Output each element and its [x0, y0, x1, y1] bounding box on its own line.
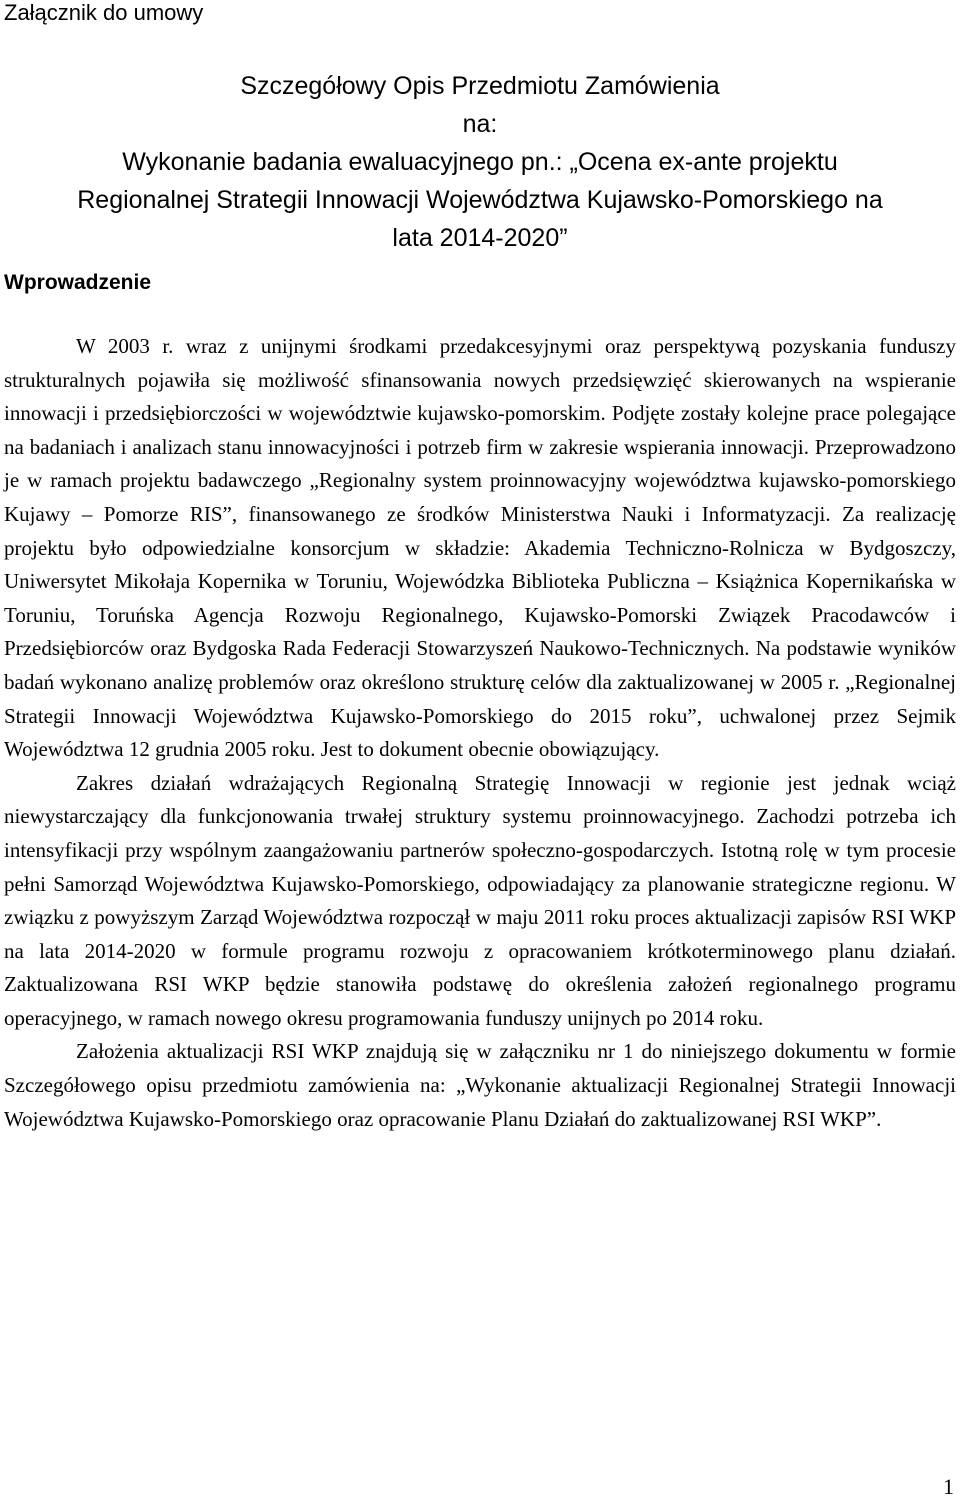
title-line: Regionalnej Strategii Innowacji Województwa Kujawsko-Pomorskiego na: [77, 186, 883, 214]
title-line: na:: [462, 110, 498, 138]
page-number: 1: [943, 1474, 954, 1499]
annex-label: Załącznik do umowy: [4, 0, 204, 25]
title-line: Szczegółowy Opis Przedmiotu Zamówienia: [240, 72, 720, 100]
title-line: Wykonanie badania ewaluacyjnego pn.: „Ocena ex-ante projektu: [122, 148, 838, 176]
section-heading: Wprowadzenie: [4, 271, 152, 294]
paragraph: Zakres działań wdrażających Regionalną Strategię Innowacji w regionie jest jednak wciąż niewystarczający dla funkcjonowania trwałej struktury systemu proinnowacyjnego. Zachodzi potrzeba ich intensyfikacji przy wspólnym zaangażowaniu partnerów społeczno-gospodarczych. Istotną rolę w tym procesie pełni Samorząd Województwa Kujawsko-Pomorskiego, odpowiadający za planowanie strategiczne regionu. W związku z powyższym Zarząd Województwa rozpoczął w maju 2011 roku proces aktualizacji zapisów RSI WKP na lata 2014-2020 w formule programu rozwoju z opracowaniem krótkoterminowego planu działań. Zaktualizowana RSI WKP będzie stanowiła podstawę do określenia założeń regionalnego programu operacyjnego, w ramach nowego okresu programowania funduszy unijnych po 2014 roku.: [4, 770, 956, 1030]
paragraph: W 2003 r. wraz z unijnymi środkami przedakcesyjnymi oraz perspektywą pozyskania funduszy strukturalnych pojawiła się możliwość sfinansowania nowych przedsięwzięć skierowanych na wspieranie innowacji i przedsiębiorczości w województwie kujawsko-pomorskim. Podjęte zostały kolejne prace polegające na badaniach i analizach stanu innowacyjności i potrzeb firm w zakresie wspierania innowacji. Przeprowadzono je w ramach projektu badawczego „Regionalny system proinnowacyjny województwa kujawsko-pomorskiego Kujawy – Pomorze RIS”, finansowanego ze środków Ministerstwa Nauki i Informatyzacji. Za realizację projektu było odpowiedzialne konsorcjum w składzie: Akademia Techniczno-Rolnicza w Bydgoszczy, Uniwersytet Mikołaja Kopernika w Toruniu, Wojewódzka Biblioteka Publiczna – Książnica Kopernikańska w Toruniu, Toruńska Agencja Rozwoju Regionalnego, Kujawsko-Pomorski Związek Pracodawców i Przedsiębiorców oraz Bydgoska Rada Federacji Stowarzyszeń Naukowo-Technicznych. Na podstawie wyników badań wykonano analizę problemów oraz określono strukturę celów dla zaktualizowanej w 2005 r. „Regionalnej Strategii Innowacji Województwa Kujawsko-Pomorskiego do 2015 roku”, uchwalonej przez Sejmik Województwa 12 grudnia 2005 roku. Jest to dokument obecnie obowiązujący.: [4, 334, 956, 762]
section-body: [4, 330, 956, 1136]
title-line: lata 2014-2020”: [392, 224, 568, 252]
paragraph: Założenia aktualizacji RSI WKP znajdują się w załączniku nr 1 do niniejszego dokumentu w formie Szczegółowego opisu przedmiotu zamówienia na: „Wykonanie aktualizacji Regionalnej Strategii Innowacji Województwa Kujawsko-Pomorskiego oraz opracowanie Planu Działań do zaktualizowanej RSI WKP”.: [4, 1039, 956, 1131]
document-title: [0, 67, 960, 257]
